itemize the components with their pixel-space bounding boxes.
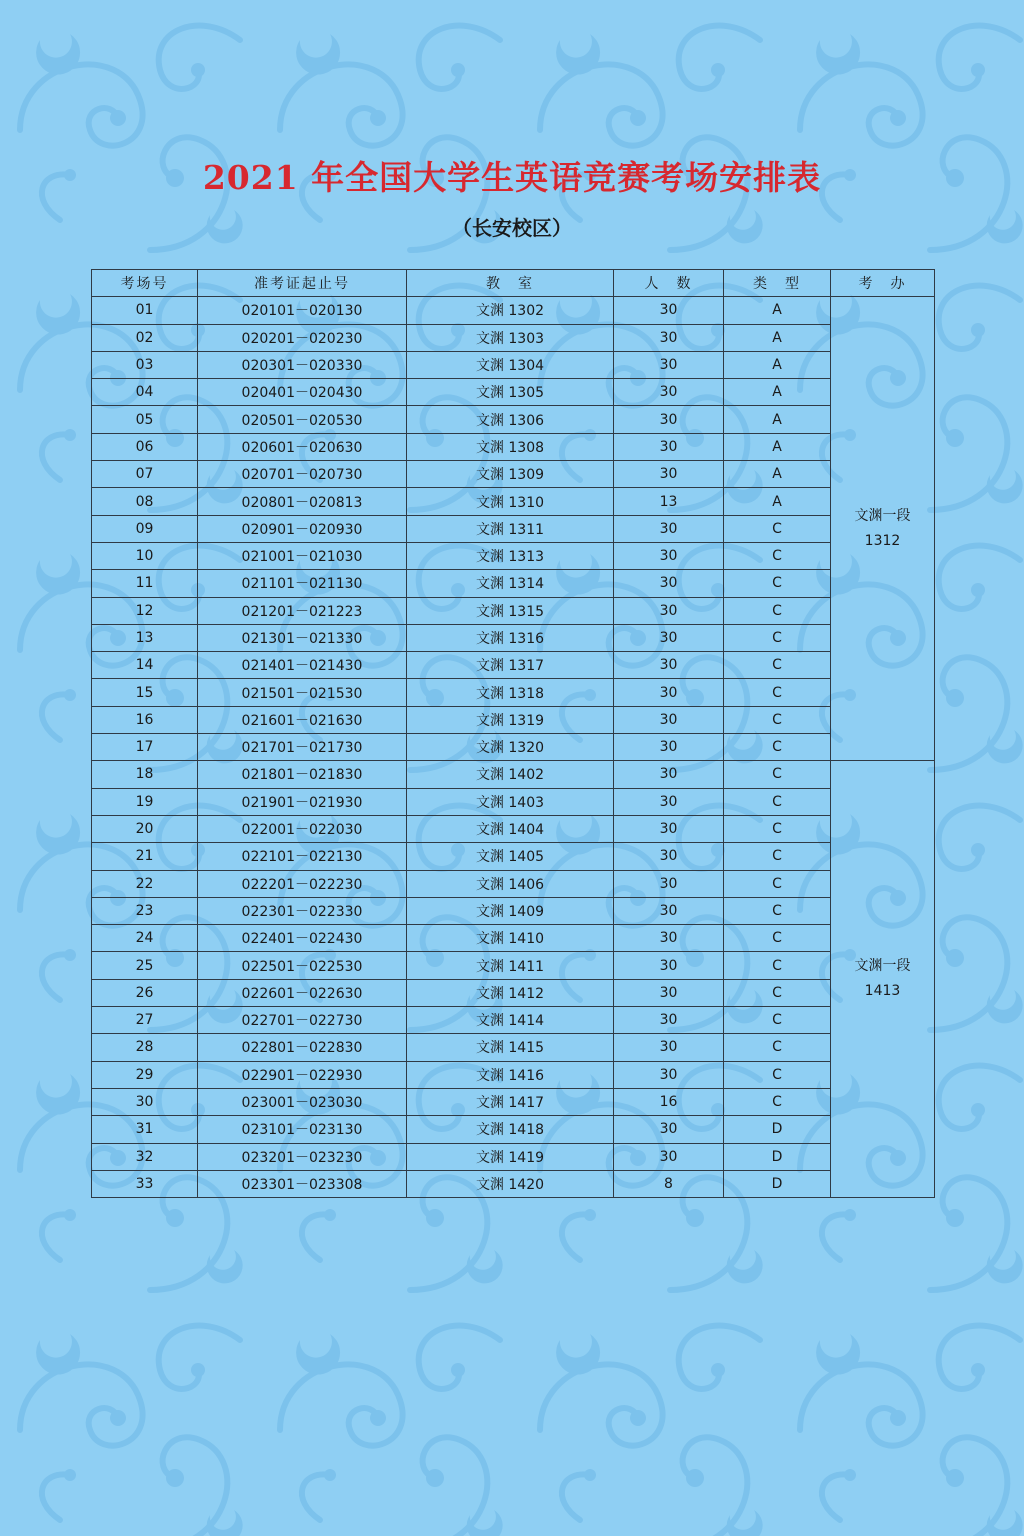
table-row [92, 570, 935, 597]
count-cell: 8 [614, 1170, 724, 1197]
type-cell: A [724, 297, 831, 324]
classroom-cell: 文渊 1420 [407, 1170, 614, 1197]
type-cell: A [724, 433, 831, 460]
table-row [92, 706, 935, 733]
table-row [92, 1007, 935, 1034]
count-cell: 30 [614, 624, 724, 651]
table-row [92, 1061, 935, 1088]
ticket-range-cell: 022601－022630 [198, 979, 407, 1006]
room-no-cell: 20 [92, 815, 198, 842]
ticket-range-cell: 023101－023130 [198, 1116, 407, 1143]
type-cell: C [724, 979, 831, 1006]
type-cell: A [724, 488, 831, 515]
ticket-range-cell: 023201－023230 [198, 1143, 407, 1170]
room-no-cell: 26 [92, 979, 198, 1006]
ticket-range-cell: 022701－022730 [198, 1007, 407, 1034]
type-cell: C [724, 1007, 831, 1034]
room-no-cell: 04 [92, 379, 198, 406]
room-no-cell: 15 [92, 679, 198, 706]
table-row [92, 488, 935, 515]
ticket-range-cell: 021101－021130 [198, 570, 407, 597]
ticket-range-cell: 022501－022530 [198, 952, 407, 979]
ticket-range-cell: 020501－020530 [198, 406, 407, 433]
count-cell: 30 [614, 1143, 724, 1170]
ticket-range-cell: 021001－021030 [198, 542, 407, 569]
room-no-cell: 07 [92, 461, 198, 488]
classroom-cell: 文渊 1403 [407, 788, 614, 815]
office-room: 1413 [864, 983, 901, 1000]
ticket-range-cell: 021501－021530 [198, 679, 407, 706]
room-no-cell: 28 [92, 1034, 198, 1061]
table-row [92, 897, 935, 924]
room-no-cell: 05 [92, 406, 198, 433]
ticket-range-cell: 021901－021930 [198, 788, 407, 815]
ticket-range-cell: 021401－021430 [198, 652, 407, 679]
classroom-cell: 文渊 1417 [407, 1088, 614, 1115]
ticket-range-cell: 022301－022330 [198, 897, 407, 924]
classroom-cell: 文渊 1402 [407, 761, 614, 788]
table-row [92, 597, 935, 624]
count-cell: 30 [614, 788, 724, 815]
classroom-cell: 文渊 1319 [407, 706, 614, 733]
ticket-range-cell: 020701－020730 [198, 461, 407, 488]
room-no-cell: 21 [92, 843, 198, 870]
table-row [92, 979, 935, 1006]
classroom-cell: 文渊 1315 [407, 597, 614, 624]
room-no-cell: 30 [92, 1088, 198, 1115]
table-row [92, 433, 935, 460]
classroom-cell: 文渊 1410 [407, 925, 614, 952]
count-cell: 30 [614, 515, 724, 542]
classroom-cell: 文渊 1313 [407, 542, 614, 569]
type-cell: C [724, 1061, 831, 1088]
exam-schedule-table [91, 269, 935, 1198]
office-name: 文渊一段 [854, 958, 911, 975]
type-cell: C [724, 652, 831, 679]
room-no-cell: 12 [92, 597, 198, 624]
ticket-range-cell: 022401－022430 [198, 925, 407, 952]
ticket-range-cell: 020601－020630 [198, 433, 407, 460]
count-cell: 30 [614, 542, 724, 569]
classroom-cell: 文渊 1309 [407, 461, 614, 488]
count-cell: 30 [614, 925, 724, 952]
count-cell: 30 [614, 597, 724, 624]
classroom-cell: 文渊 1303 [407, 324, 614, 351]
classroom-cell: 文渊 1304 [407, 351, 614, 378]
ticket-range-cell: 022001－022030 [198, 815, 407, 842]
office-cell [831, 761, 935, 1198]
table-row [92, 324, 935, 351]
classroom-cell: 文渊 1302 [407, 297, 614, 324]
room-no-cell: 17 [92, 734, 198, 761]
ticket-range-cell: 021601－021630 [198, 706, 407, 733]
count-cell: 30 [614, 324, 724, 351]
room-no-cell: 10 [92, 542, 198, 569]
ticket-range-cell: 022201－022230 [198, 870, 407, 897]
table-row [92, 1143, 935, 1170]
count-cell: 30 [614, 652, 724, 679]
count-cell: 30 [614, 734, 724, 761]
classroom-cell: 文渊 1419 [407, 1143, 614, 1170]
table-row [92, 1170, 935, 1197]
type-cell: C [724, 815, 831, 842]
classroom-cell: 文渊 1406 [407, 870, 614, 897]
ticket-range-cell: 021201－021223 [198, 597, 407, 624]
table-row [92, 815, 935, 842]
room-no-cell: 03 [92, 351, 198, 378]
type-cell: C [724, 1088, 831, 1115]
table-row [92, 843, 935, 870]
room-no-cell: 14 [92, 652, 198, 679]
classroom-cell: 文渊 1318 [407, 679, 614, 706]
office-room: 1312 [864, 532, 901, 549]
room-no-cell: 33 [92, 1170, 198, 1197]
count-cell: 30 [614, 815, 724, 842]
ticket-range-cell: 020301－020330 [198, 351, 407, 378]
classroom-cell: 文渊 1409 [407, 897, 614, 924]
count-cell: 30 [614, 897, 724, 924]
count-cell: 30 [614, 1061, 724, 1088]
count-cell: 30 [614, 870, 724, 897]
classroom-cell: 文渊 1316 [407, 624, 614, 651]
table-row [92, 542, 935, 569]
type-cell: C [724, 515, 831, 542]
page-title: 2021 年全国大学生英语竞赛考场安排表 [202, 158, 822, 197]
ticket-range-cell: 023001－023030 [198, 1088, 407, 1115]
type-cell: C [724, 925, 831, 952]
type-cell: D [724, 1116, 831, 1143]
ticket-range-cell: 021801－021830 [198, 761, 407, 788]
table-row [92, 515, 935, 542]
ticket-range-cell: 020401－020430 [198, 379, 407, 406]
room-no-cell: 27 [92, 1007, 198, 1034]
classroom-cell: 文渊 1416 [407, 1061, 614, 1088]
room-no-cell: 11 [92, 570, 198, 597]
table-row [92, 624, 935, 651]
type-cell: C [724, 706, 831, 733]
table-row [92, 761, 935, 788]
page-subtitle: （长安校区） [452, 216, 572, 240]
table-row [92, 1034, 935, 1061]
room-no-cell: 09 [92, 515, 198, 542]
classroom-cell: 文渊 1415 [407, 1034, 614, 1061]
ticket-range-cell: 023301－023308 [198, 1170, 407, 1197]
header-room-no: 考场号 [92, 270, 198, 297]
type-cell: C [724, 734, 831, 761]
type-cell: D [724, 1143, 831, 1170]
count-cell: 30 [614, 761, 724, 788]
room-no-cell: 22 [92, 870, 198, 897]
count-cell: 30 [614, 1034, 724, 1061]
header-classroom: 教 室 [407, 270, 614, 297]
ticket-range-cell: 022801－022830 [198, 1034, 407, 1061]
count-cell: 30 [614, 1007, 724, 1034]
table-row [92, 734, 935, 761]
type-cell: C [724, 897, 831, 924]
classroom-cell: 文渊 1418 [407, 1116, 614, 1143]
table-row [92, 461, 935, 488]
ticket-range-cell: 021701－021730 [198, 734, 407, 761]
office-name: 文渊一段 [854, 507, 911, 524]
header-type: 类 型 [724, 270, 831, 297]
type-cell: C [724, 624, 831, 651]
room-no-cell: 31 [92, 1116, 198, 1143]
count-cell: 30 [614, 461, 724, 488]
count-cell: 16 [614, 1088, 724, 1115]
room-no-cell: 23 [92, 897, 198, 924]
type-cell: C [724, 952, 831, 979]
classroom-cell: 文渊 1311 [407, 515, 614, 542]
table-row [92, 652, 935, 679]
type-cell: A [724, 461, 831, 488]
table-row [92, 679, 935, 706]
classroom-cell: 文渊 1320 [407, 734, 614, 761]
classroom-cell: 文渊 1310 [407, 488, 614, 515]
table-row [92, 379, 935, 406]
classroom-cell: 文渊 1412 [407, 979, 614, 1006]
count-cell: 30 [614, 570, 724, 597]
count-cell: 30 [614, 843, 724, 870]
room-no-cell: 32 [92, 1143, 198, 1170]
type-cell: C [724, 843, 831, 870]
classroom-cell: 文渊 1314 [407, 570, 614, 597]
ticket-range-cell: 020901－020930 [198, 515, 407, 542]
count-cell: 30 [614, 297, 724, 324]
classroom-cell: 文渊 1414 [407, 1007, 614, 1034]
table-row [92, 870, 935, 897]
count-cell: 30 [614, 706, 724, 733]
office-cell [831, 297, 935, 761]
type-cell: A [724, 351, 831, 378]
count-cell: 13 [614, 488, 724, 515]
table-row [92, 788, 935, 815]
ticket-range-cell: 022101－022130 [198, 843, 407, 870]
classroom-cell: 文渊 1404 [407, 815, 614, 842]
count-cell: 30 [614, 952, 724, 979]
header-count: 人 数 [614, 270, 724, 297]
count-cell: 30 [614, 351, 724, 378]
table-row [92, 925, 935, 952]
type-cell: C [724, 870, 831, 897]
type-cell: A [724, 324, 831, 351]
table-row [92, 406, 935, 433]
header-office: 考 办 [831, 270, 935, 297]
count-cell: 30 [614, 379, 724, 406]
count-cell: 30 [614, 406, 724, 433]
ticket-range-cell: 022901－022930 [198, 1061, 407, 1088]
room-no-cell: 29 [92, 1061, 198, 1088]
table-row [92, 1116, 935, 1143]
type-cell: C [724, 597, 831, 624]
type-cell: A [724, 379, 831, 406]
count-cell: 30 [614, 979, 724, 1006]
room-no-cell: 24 [92, 925, 198, 952]
room-no-cell: 02 [92, 324, 198, 351]
count-cell: 30 [614, 433, 724, 460]
ticket-range-cell: 021301－021330 [198, 624, 407, 651]
type-cell: C [724, 570, 831, 597]
table-row [92, 1088, 935, 1115]
table-row [92, 351, 935, 378]
room-no-cell: 18 [92, 761, 198, 788]
type-cell: C [724, 542, 831, 569]
classroom-cell: 文渊 1305 [407, 379, 614, 406]
table-header-row [92, 270, 935, 297]
room-no-cell: 06 [92, 433, 198, 460]
type-cell: C [724, 761, 831, 788]
room-no-cell: 13 [92, 624, 198, 651]
classroom-cell: 文渊 1411 [407, 952, 614, 979]
ticket-range-cell: 020801－020813 [198, 488, 407, 515]
classroom-cell: 文渊 1317 [407, 652, 614, 679]
type-cell: C [724, 788, 831, 815]
room-no-cell: 16 [92, 706, 198, 733]
classroom-cell: 文渊 1308 [407, 433, 614, 460]
table-row [92, 297, 935, 324]
room-no-cell: 01 [92, 297, 198, 324]
room-no-cell: 25 [92, 952, 198, 979]
type-cell: D [724, 1170, 831, 1197]
header-ticket-range: 准考证起止号 [198, 270, 407, 297]
classroom-cell: 文渊 1405 [407, 843, 614, 870]
count-cell: 30 [614, 679, 724, 706]
room-no-cell: 08 [92, 488, 198, 515]
classroom-cell: 文渊 1306 [407, 406, 614, 433]
table-body [92, 297, 935, 1198]
count-cell: 30 [614, 1116, 724, 1143]
table-row [92, 952, 935, 979]
type-cell: C [724, 679, 831, 706]
room-no-cell: 19 [92, 788, 198, 815]
ticket-range-cell: 020201－020230 [198, 324, 407, 351]
type-cell: C [724, 1034, 831, 1061]
ticket-range-cell: 020101－020130 [198, 297, 407, 324]
type-cell: A [724, 406, 831, 433]
